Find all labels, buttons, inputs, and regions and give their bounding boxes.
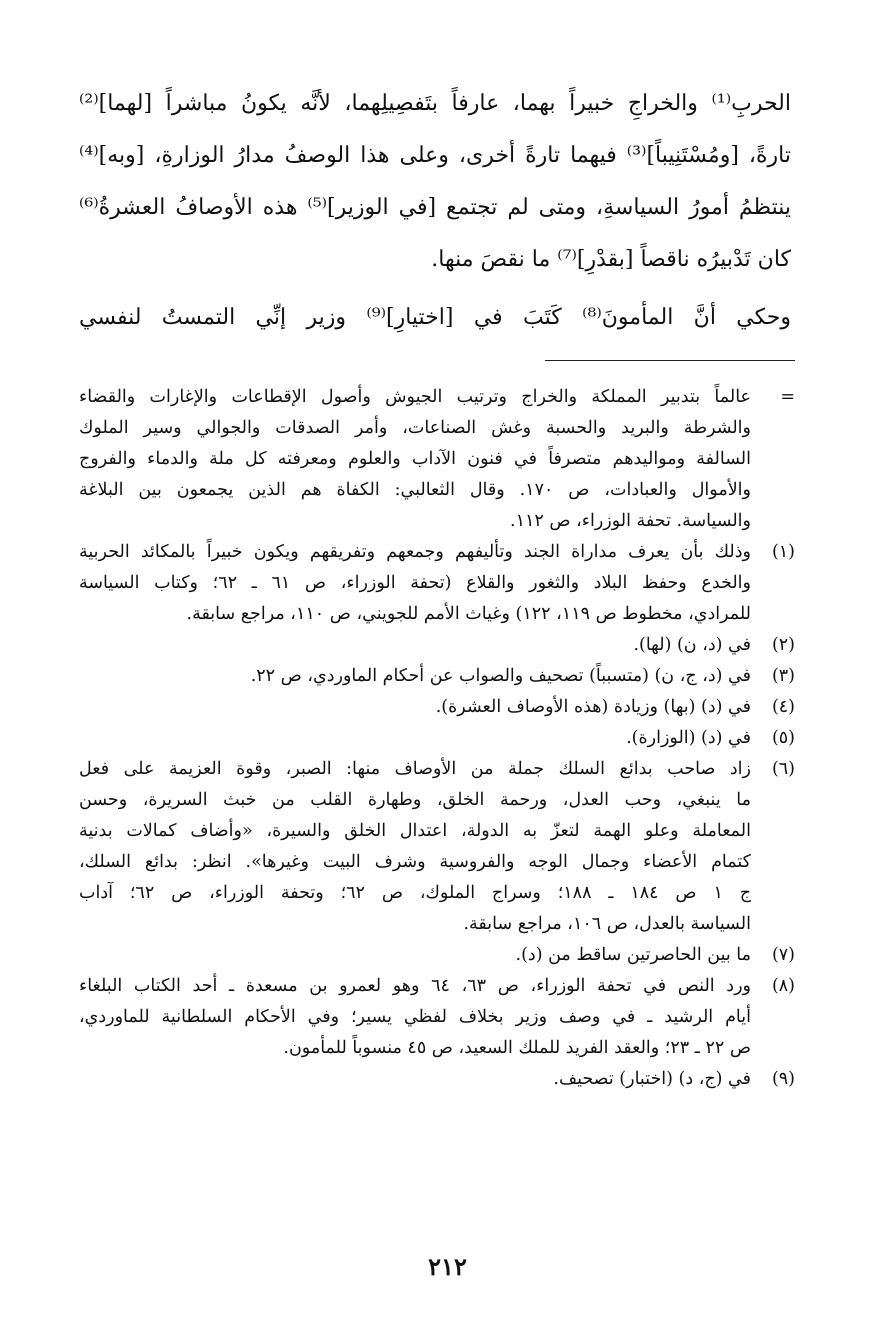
footnote-body: [79, 754, 751, 940]
footnote-line: للمرادي، مخطوط ص ١١٩، ١٢٢) وغياث الأمم للجويني، ص ١١٠، مراجع سابقة.: [186, 604, 751, 624]
footnote-marker: (٣): [771, 666, 795, 686]
footnote-line: والخدع وحفظ البلاد والثغور والقلاع (تحفة الوزراء، ص ٦١ ـ ٦٢؛ وكتاب السياسة: [79, 573, 751, 593]
footnote-line: والأموال والعبادات، ص ١٧٠. وقال الثعالبي: الكفاة هم الذين يجمعون بين البلاغة: [79, 480, 751, 500]
main-text-line: ينتظمُ أمورُ السياسةِ، ومتى لم تجتمع [في الوزير]⁽⁵⁾ هذه الأوصافُ العشرةُ⁽⁶⁾: [79, 195, 791, 220]
footnote-body: [79, 971, 751, 1064]
footnote-marker: (١): [771, 542, 795, 562]
footnote-body: [79, 1064, 751, 1095]
main-text-line: تارةً، [ومُسْتَنِيباً]⁽³⁾ فيهما تارةً أخرى، وعلى هذا الوصفُ مدارُ الوزارةِ، [وبه]⁽⁴⁾: [79, 143, 791, 168]
footnote-marker: (٢): [771, 635, 795, 655]
footnote-marker: (٦): [771, 759, 795, 779]
footnote-body: [79, 630, 751, 661]
footnote-body: [79, 661, 751, 692]
footnote-line: ما بين الحاصرتين ساقط من (د).: [515, 945, 751, 965]
footnote-line: عالماً بتدبير المملكة والخراج وترتيب الجيوش وأصول الإقطاعات والإغارات والقضاء: [79, 387, 751, 407]
footnote-line: في (د) (الوزارة).: [626, 728, 751, 748]
footnote-marker: (٥): [771, 728, 795, 748]
footnote-line: كتمام الأعضاء وجمال الوجه والفروسية وشرف البيت وغيرها». انظر: بدائع السلك،: [79, 852, 751, 872]
footnote-line: ص ٢٢ ـ ٢٣؛ والعقد الفريد للملك السعيد، ص ٤٥ منسوباً للمأمون.: [283, 1038, 751, 1058]
footnote-line: في (د، ن) (لها).: [633, 635, 751, 655]
footnote-line: المعاملة وعلو الهمة لتعزّ به الدولة، اعتدال الخلق والسيرة، «وأضاف كمالات بدنية: [79, 821, 751, 841]
footnote-4: [79, 692, 795, 723]
main-text: [79, 78, 791, 344]
footnote-line: ما ينبغي، وحب العدل، ورحمة الخلق، وطهارة القلب من خبث السريرة، وحسن: [79, 790, 751, 810]
footnote-marker: =: [780, 387, 795, 407]
main-text-line: وحكي أنَّ المأمونَ⁽⁸⁾ كَتَبَ في [اختيارِ]⁽⁹⁾ وزير إنِّي التمستُ لنفسي: [79, 305, 791, 330]
footnote-marker: (٤): [771, 697, 795, 717]
footnote-line: في (د، ج، ن) (متسبباً) تصحيف والصواب عن أحكام الماوردي، ص ٢٢.: [250, 666, 751, 686]
footnote-continuation: [79, 382, 795, 537]
footnote-marker: (٧): [771, 945, 795, 965]
footnotes: [79, 382, 795, 1095]
footnote-body: [79, 940, 751, 971]
footnote-1: [79, 537, 795, 630]
footnote-6: [79, 754, 795, 940]
footnote-line: أيام الرشيد ـ في وصف وزير بخلاف لفظي يسير؛ وفي الأحكام السلطانية للماوردي،: [79, 1007, 751, 1027]
footnote-line: والشرطة والبريد والحسبة وغش الصناعات، وأمر الصدقات والجوالي وسير الملوك: [79, 418, 751, 438]
footnote-line: في (د) (بها) وزيادة (هذه الأوصاف العشرة).: [435, 697, 751, 717]
main-text-line: الحربِ⁽¹⁾ والخراجِ خبيراً بهما، عارفاً بتَفصِيلِهما، لأنَّه يكونُ مباشراً [لهما]⁽²⁾: [79, 91, 791, 116]
footnote-9: [79, 1064, 795, 1095]
footnote-line: وذلك بأن يعرف مداراة الجند وتأليفهم وجمعهم وتفريقهم ويكون خبيراً بالمكائد الحربية: [79, 542, 751, 562]
page-number: ٢١٢: [428, 1252, 467, 1281]
footnote-line: في (ج، د) (اختبار) تصحيف.: [553, 1069, 751, 1089]
footnote-3: [79, 661, 795, 692]
footnote-line: السياسة بالعدل، ص ١٠٦، مراجع سابقة.: [463, 914, 751, 934]
footnote-marker: (٩): [771, 1069, 795, 1089]
footnote-separator: [545, 360, 795, 361]
footnote-2: [79, 630, 795, 661]
footnote-line: زاد صاحب بدائع السلك جملة من الأوصاف منها: الصبر، وقوة العزيمة على فعل: [79, 759, 751, 779]
footnote-8: [79, 971, 795, 1064]
footnote-line: ج ١ ص ١٨٤ ـ ١٨٨؛ وسراج الملوك، ص ٦٢؛ وتحفة الوزراء، ص ٦٢؛ آداب: [79, 883, 751, 903]
footnote-line: والسياسة. تحفة الوزراء، ص ١١٢.: [510, 511, 751, 531]
footnote-7: [79, 940, 795, 971]
main-text-line: كان تَدْبيرُه ناقصاً [بقدْرِ]⁽⁷⁾ ما نقصَ منها.: [431, 247, 791, 272]
footnote-body: [79, 537, 751, 630]
footnote-body: [79, 382, 751, 537]
footnote-marker: (٨): [771, 976, 795, 996]
footnote-body: [79, 723, 751, 754]
footnote-line: السالفة ومواليدهم متصرفاً في فنون الآداب والعلوم ومعرفته كل ملة والدماء والفروج: [79, 449, 751, 469]
footnote-line: ورد النص في تحفة الوزراء، ص ٦٣، ٦٤ وهو لعمرو بن مسعدة ـ أحد الكتاب البلغاء: [79, 976, 751, 996]
footnote-body: [79, 692, 751, 723]
footnote-5: [79, 723, 795, 754]
